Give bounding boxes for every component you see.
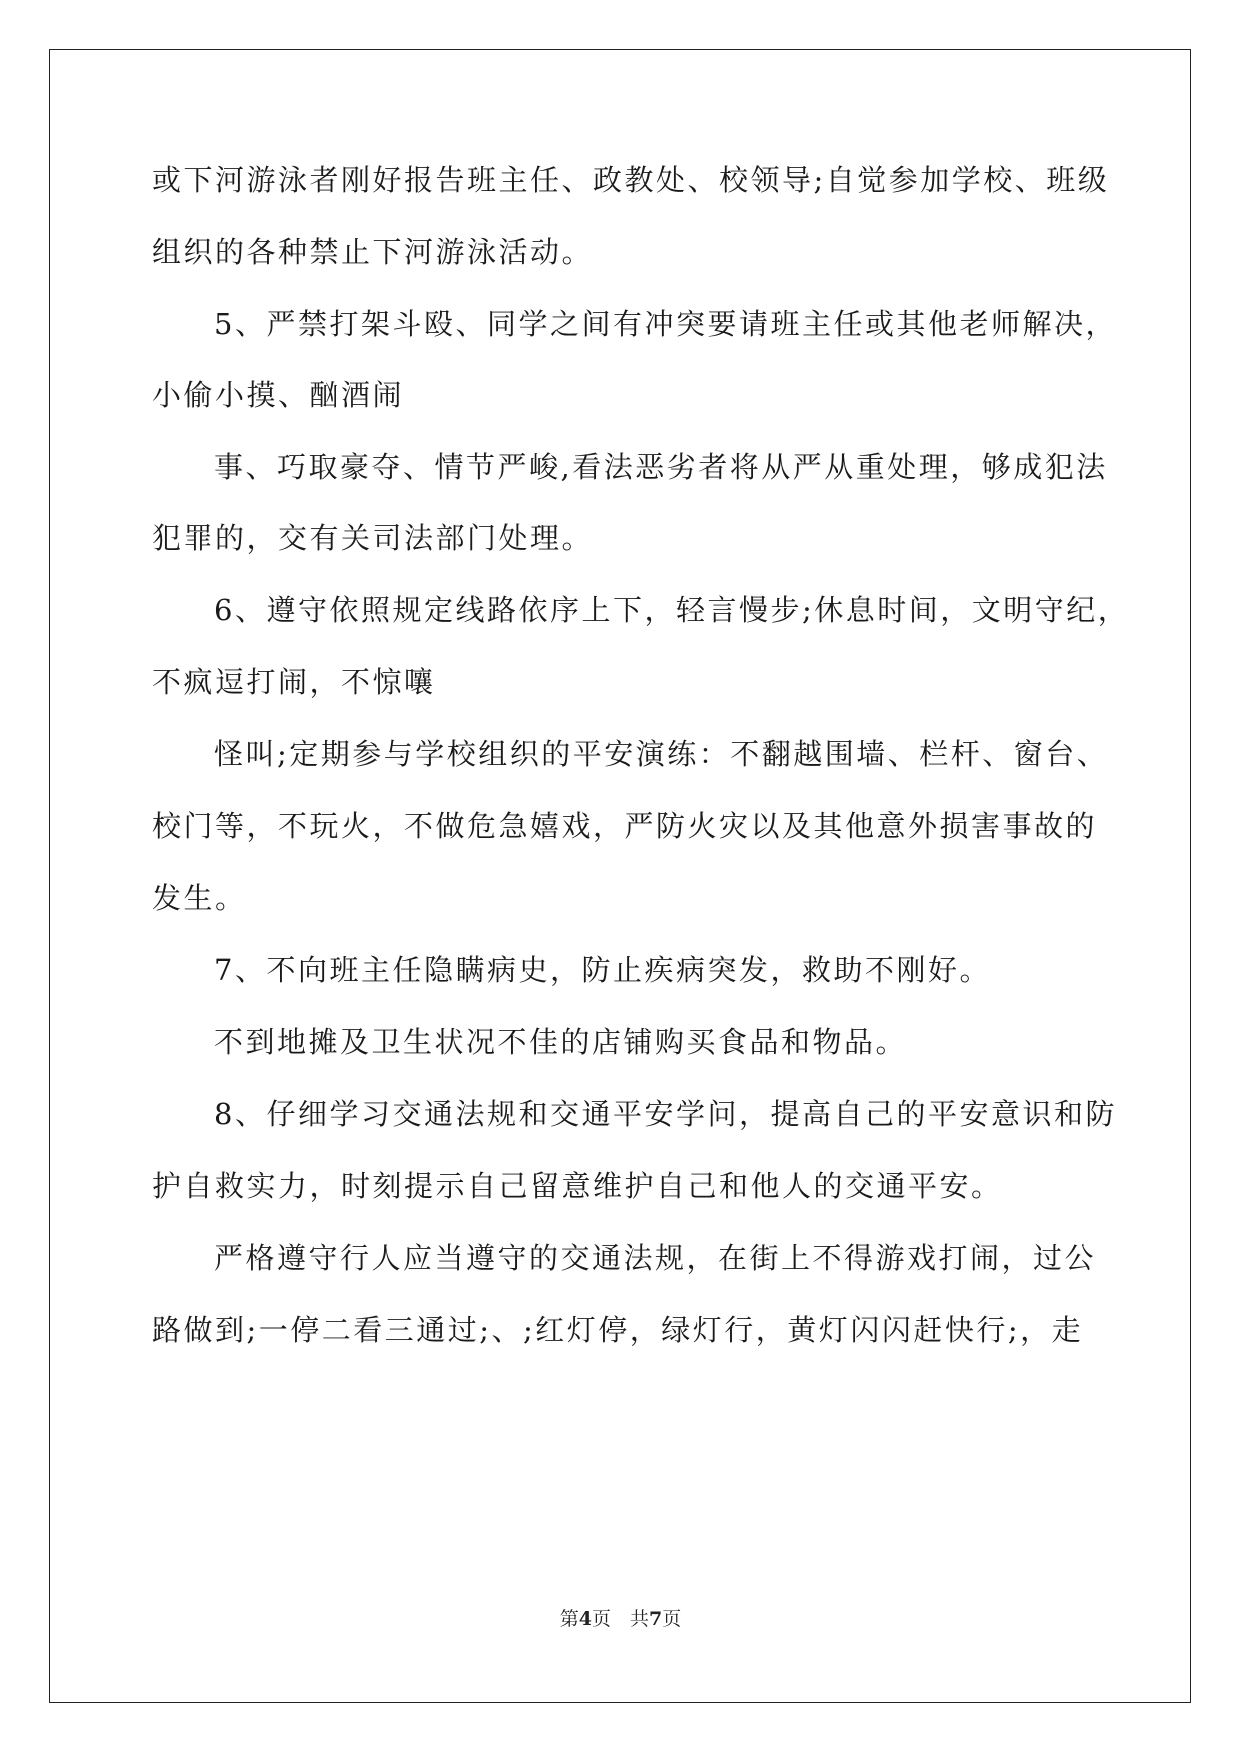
text-line: 组织的各种禁止下河游泳活动。 (152, 235, 594, 269)
page-number-current: 4 (578, 1608, 592, 1630)
text-line: 8、仔细学习交通法规和交通平安学问，提高自己的平安意识和防 (214, 1097, 1117, 1131)
text-line: 护自救实力，时刻提示自己留意维护自己和他人的交通平安。 (152, 1169, 1003, 1203)
page-suffix: 页 (662, 1608, 682, 1630)
text-line: 不到地摊及卫生状况不佳的店铺购买食品和物品。 (214, 1025, 908, 1059)
text-line: 路做到;一停二看三通过;、;红灯停，绿灯行，黄灯闪闪赶快行;，走 (152, 1313, 1084, 1347)
page-border (49, 49, 1191, 1703)
text-line: 严格遵守行人应当遵守的交通法规，在街上不得游戏打闹，过公 (214, 1241, 1097, 1275)
text-line: 不疯逗打闹，不惊嚷 (152, 665, 436, 699)
text-line: 怪叫;定期参与学校组织的平安演练：不翻越围墙、栏杆、窗台、 (214, 737, 1109, 771)
page-prefix: 第 (559, 1608, 579, 1630)
text-line: 5、严禁打架斗殴、同学之间有冲突要请班主任或其他老师解决， (214, 307, 1117, 341)
text-line: 发生。 (152, 881, 247, 915)
text-line: 小偷小摸、酗酒闹 (152, 378, 405, 412)
text-line: 7、不向班主任隐瞒病史，防止疾病突发，救助不刚好。 (214, 953, 991, 987)
text-line: 事、巧取豪夺、情节严峻,看法恶劣者将从严从重处理，够成犯法 (214, 450, 1108, 484)
text-line: 犯罪的，交有关司法部门处理。 (152, 521, 594, 555)
text-line: 6、遵守依照规定线路依序上下，轻言慢步;休息时间，文明守纪， (214, 593, 1130, 627)
text-line: 或下河游泳者刚好报告班主任、政教处、校领导;自觉参加学校、班级 (152, 163, 1110, 197)
page-number-total: 7 (649, 1608, 663, 1630)
page-mid: 页 共 (591, 1608, 649, 1630)
page-footer (0, 1604, 1241, 1631)
text-line: 校门等，不玩火，不做危急嬉戏，严防火灾以及其他意外损害事故的 (152, 809, 1098, 843)
